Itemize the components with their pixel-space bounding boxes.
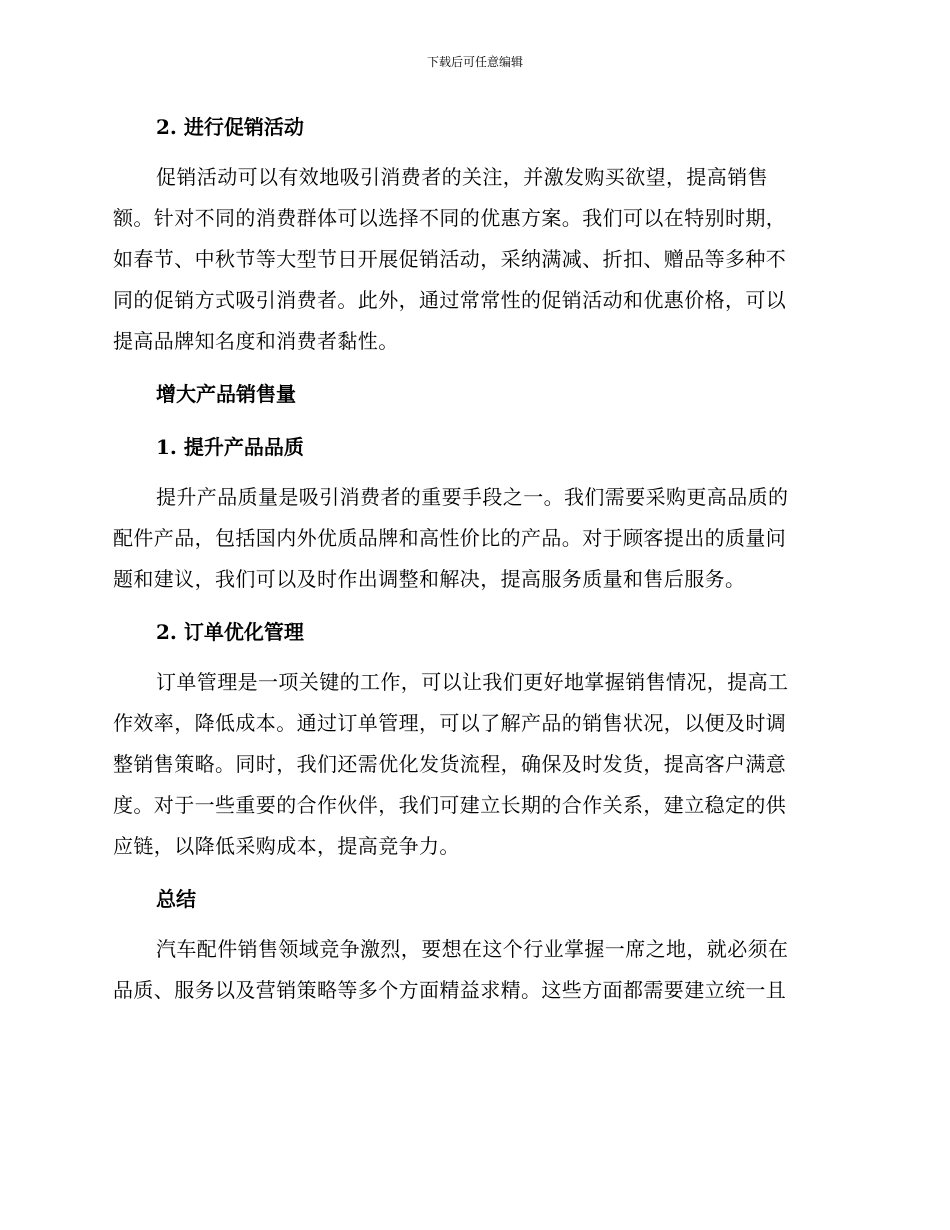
paragraph-promotions	[113, 163, 833, 355]
paragraph-line: 题和建议，我们可以及时作出调整和解决，提高服务质量和售后服务。	[113, 567, 746, 591]
section-heading-order-management: 2. 订单优化管理	[156, 620, 304, 644]
section-heading-promotions: 2. 进行促销活动	[156, 115, 304, 139]
paragraph-line: 额。针对不同的消费群体可以选择不同的优惠方案。我们可以在特别时期，	[113, 206, 787, 230]
paragraph-summary	[113, 935, 833, 1004]
paragraph-line: 度。对于一些重要的合作伙伴，我们可建立长期的合作关系，建立稳定的供	[113, 793, 787, 817]
paragraph-line: 提升产品质量是吸引消费者的重要手段之一。我们需要采购更高品质的	[156, 485, 789, 509]
paragraph-product-quality	[113, 483, 833, 593]
paragraph-line: 如春节、中秋节等大型节日开展促销活动，采纳满减、折扣、赠品等多种不	[113, 247, 787, 271]
section-heading-summary: 总结	[156, 887, 196, 911]
paragraph-line: 整销售策略。同时，我们还需优化发货流程，确保及时发货，提高客户满意	[113, 752, 787, 776]
paragraph-line: 提高品牌知名度和消费者黏性。	[113, 329, 399, 353]
paragraph-line: 汽车配件销售领域竞争激烈，要想在这个行业掌握一席之地，就必须在	[156, 937, 789, 961]
paragraph-line: 品质、服务以及营销策略等多个方面精益求精。这些方面都需要建立统一且	[113, 978, 787, 1002]
document-body	[113, 110, 833, 1026]
paragraph-line: 同的促销方式吸引消费者。此外，通过常常性的促销活动和优惠价格，可以	[113, 288, 787, 312]
paragraph-line: 应链，以降低采购成本，提高竞争力。	[113, 834, 460, 858]
paragraph-line: 订单管理是一项关键的工作，可以让我们更好地掌握销售情况，提高工	[156, 670, 789, 694]
paragraph-line: 促销活动可以有效地吸引消费者的关注，并激发购买欲望，提高销售	[156, 165, 768, 189]
paragraph-line: 作效率，降低成本。通过订单管理，可以了解产品的销售状况，以便及时调	[113, 711, 787, 735]
section-heading-increase-sales: 增大产品销售量	[156, 382, 296, 406]
page-header: 下载后可任意编辑	[426, 55, 523, 69]
section-heading-product-quality: 1. 提升产品品质	[156, 435, 304, 459]
paragraph-line: 配件产品，包括国内外优质品牌和高性价比的产品。对于顾客提出的质量问	[113, 526, 787, 550]
paragraph-order-management	[113, 668, 833, 860]
